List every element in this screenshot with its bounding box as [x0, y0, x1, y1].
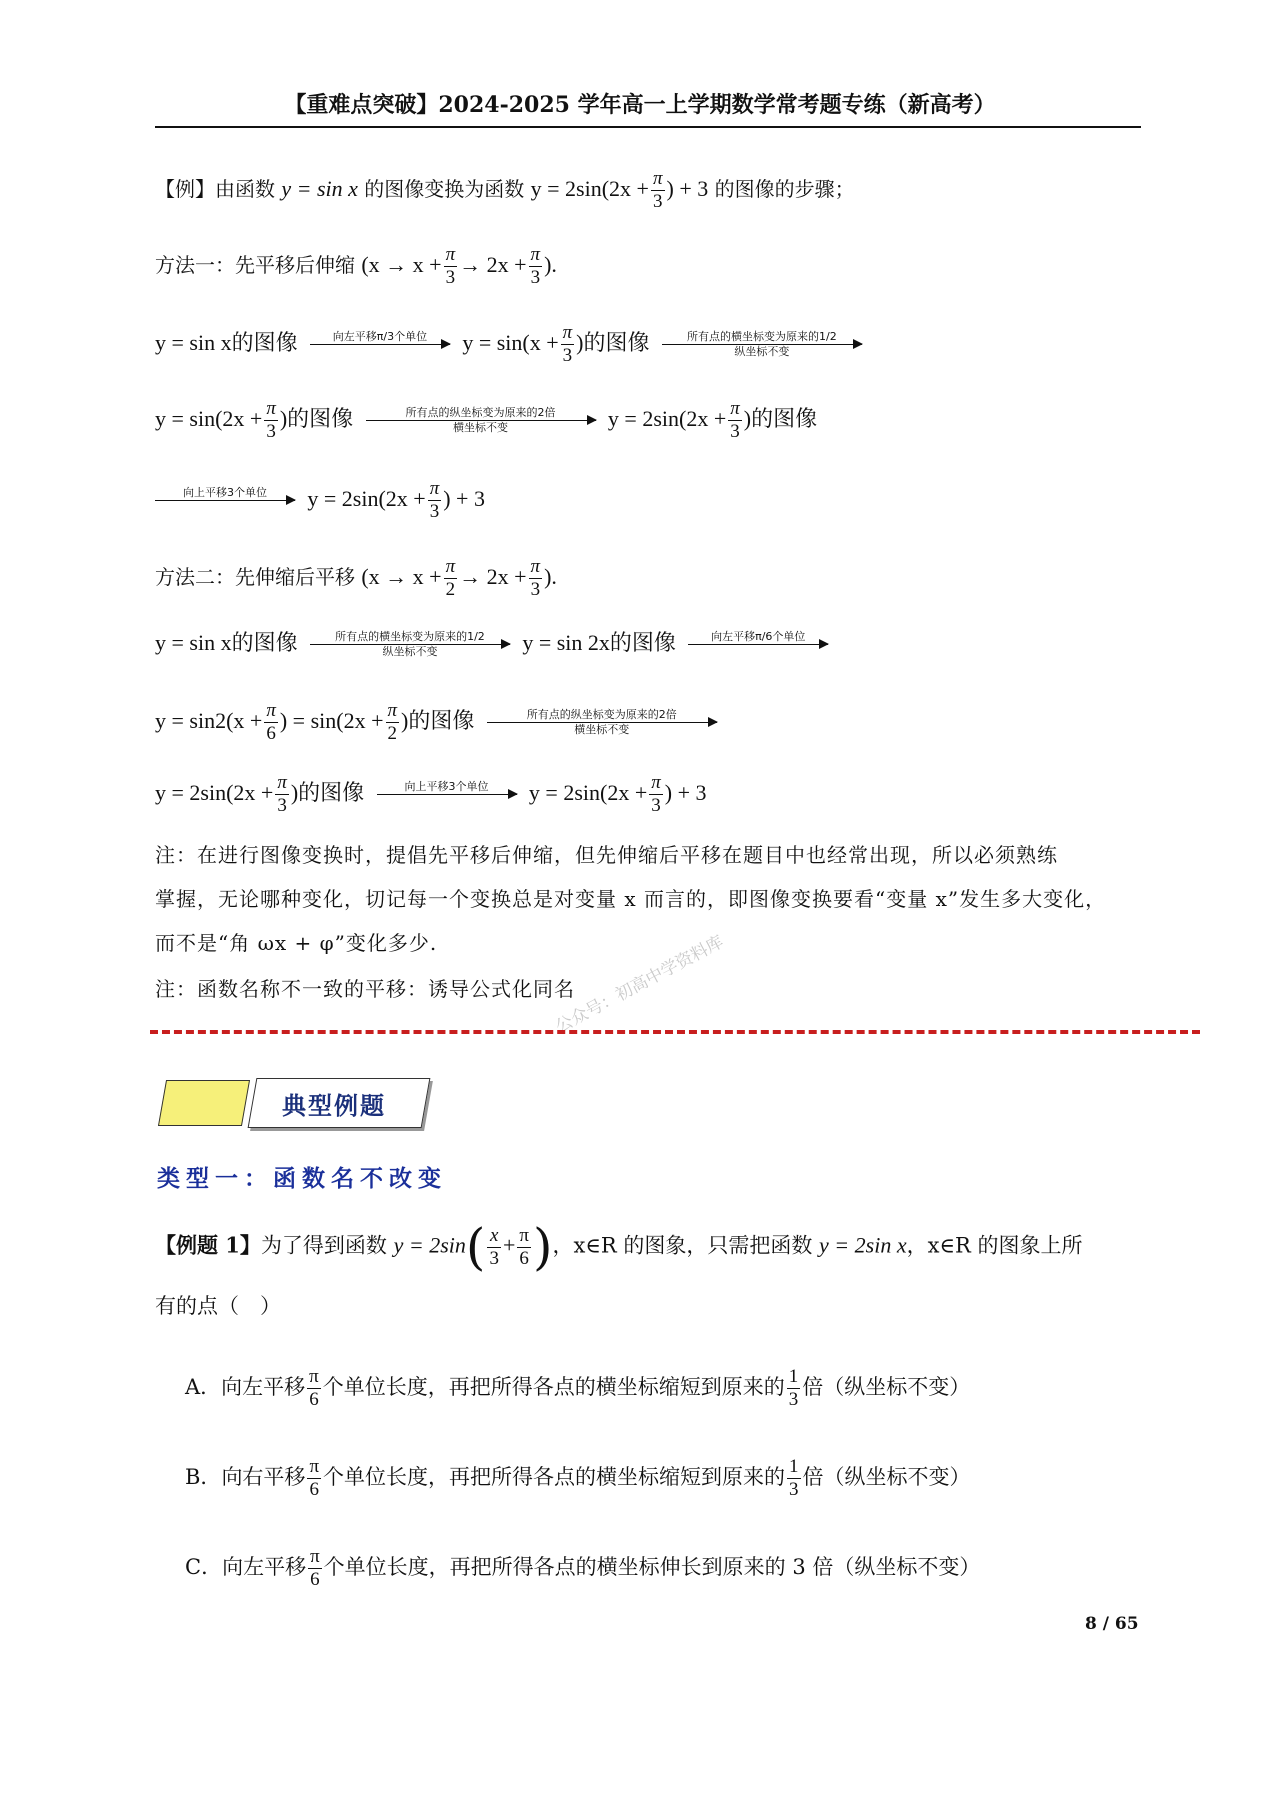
example-prefix: 【例】由函数: [155, 177, 275, 201]
option-c[interactable]: C．向左平移 $\frac{\pi}{6}$ 个单位长度，再把所得各点的横坐标伸长到原来的 3 倍（纵坐标不变）: [185, 1546, 981, 1590]
method2-step2: y = sin2(x + $\frac{\pi}{6}$ ) = sin(2x + $\frac{\pi}{2}$ )的图像 所有点的纵坐标变为原来的2倍 横坐标不变: [155, 700, 723, 745]
fraction: $\frac{\pi}{3}$: [445, 244, 456, 288]
fraction: $\frac{\pi}{3}$: [652, 168, 663, 212]
example-mid: 的图像变换为函数: [364, 177, 525, 201]
example-suffix: 的图像的步骤；: [714, 177, 855, 201]
fraction: $\frac{\pi}{2}$: [445, 556, 456, 600]
method2-title: 方法二：先伸缩后平移 (x → x + $\frac{\pi}{2}$ → 2x + $\frac{\pi}{3}$ ).: [155, 556, 557, 600]
fraction: $\frac{\pi}{3}$: [277, 772, 287, 816]
example-f2: y = 2sin(2x +: [530, 176, 649, 201]
method1-title: 方法一：先平移后伸缩 (x → x + $\frac{\pi}{3}$ → 2x + $\frac{\pi}{3}$ ).: [155, 244, 557, 288]
option-a[interactable]: A．向左平移 $\frac{\pi}{6}$ 个单位长度，再把所得各点的横坐标缩短到原来的 $\frac{1}{3}$ 倍（纵坐标不变）: [185, 1366, 971, 1410]
fraction: $\frac{\pi}{6}$: [309, 1366, 319, 1410]
transform-arrow: 所有点的纵坐标变为原来的2倍 横坐标不变: [366, 406, 596, 435]
transform-arrow: 向左平移π/6个单位: [688, 630, 828, 659]
fraction: $\frac{1}{3}$: [788, 1366, 799, 1410]
transform-arrow: 向左平移π/3个单位: [310, 330, 450, 359]
fraction: $\frac{\pi}{6}$: [266, 700, 276, 744]
method1-step1: y = sin x的图像 向左平移π/3个单位 y = sin(x + $\frac{\pi}{3}$ )的图像 所有点的横坐标变为原来的1/2 纵坐标不变: [155, 322, 868, 367]
fraction: $\frac{\pi}{3}$: [651, 772, 661, 816]
fraction: $\frac{\pi}{6}$: [309, 1456, 320, 1500]
page-header: 【重难点突破】2024-2025 学年高一上学期数学常考题专练（新高考）: [284, 92, 996, 118]
question-label: 【例题 1】: [155, 1232, 261, 1258]
example-f1: y = sin x: [281, 176, 358, 201]
fraction: $\frac{\pi}{3}$: [530, 556, 541, 600]
note-2: 注：函数名称不一致的平移：诱导公式化同名: [155, 977, 575, 1001]
fraction: $\frac{\pi}{3}$: [429, 478, 440, 522]
section-divider: [150, 1030, 1200, 1034]
fraction: $\frac{\pi}{6}$: [519, 1224, 529, 1269]
fraction: $\frac{\pi}{6}$: [310, 1546, 320, 1590]
fraction: $\frac{\pi}{3}$: [730, 398, 740, 442]
method1-step3: 向上平移3个单位 y = 2sin(2x + $\frac{\pi}{3}$ ) + 3: [155, 478, 485, 523]
method2-step1: y = sin x的图像 所有点的横坐标变为原来的1/2 纵坐标不变 y = sin 2x的图像 向左平移π/6个单位: [155, 630, 834, 659]
method2-step3: y = 2sin(2x + $\frac{\pi}{3}$ )的图像 向上平移3个单位 y = 2sin(2x + $\frac{\pi}{3}$ ) + 3: [155, 772, 707, 816]
note-line-2: 掌握，无论哪种变化，切记每一个变换总是对变量 x 而言的，即图像变换要看“变量 x”发生多大变化，: [155, 887, 1107, 911]
note-line-3: 而不是“角 ωx + φ”变化多少.: [155, 931, 438, 955]
type-title: 类型一：函数名不改变: [157, 1165, 447, 1192]
watermark: 公众号：初高中学资料库: [552, 931, 727, 1038]
fraction: $\frac{\pi}{2}$: [387, 700, 398, 744]
fraction: $\frac{\pi}{3}$: [266, 398, 276, 442]
transform-arrow: 所有点的横坐标变为原来的1/2 纵坐标不变: [662, 330, 862, 359]
transform-arrow: 所有点的横坐标变为原来的1/2 纵坐标不变: [310, 630, 510, 659]
header-rule: [155, 126, 1141, 128]
transform-arrow: 所有点的纵坐标变为原来的2倍 横坐标不变: [487, 708, 717, 737]
question-line-1: 【例题 1】为了得到函数 y = 2sin( $\frac{x}{3}$ + $\frac{\pi}{6}$ )，x∈R 的图象，只需把函数 y = 2sin x，x∈R 的图象上所: [155, 1218, 1083, 1276]
method1-step2: y = sin(2x + $\frac{\pi}{3}$ )的图像 所有点的纵坐标变为原来的2倍 横坐标不变 y = 2sin(2x + $\frac{\pi}{3}$ )的图像: [155, 398, 818, 442]
option-b[interactable]: B．向右平移 $\frac{\pi}{6}$ 个单位长度，再把所得各点的横坐标缩短到原来的 $\frac{1}{3}$ 倍（纵坐标不变）: [185, 1456, 971, 1500]
page-number: 8 / 65: [1085, 1614, 1139, 1634]
banner-tag: [158, 1080, 250, 1126]
question-line-2: 有的点（ ）: [155, 1294, 281, 1318]
fraction: $\frac{\pi}{3}$: [562, 322, 573, 366]
example-line: 【例】由函数 y = sin x 的图像变换为函数 y = 2sin(2x + $\frac{\pi}{3}$ ) + 3 的图像的步骤；: [155, 168, 855, 212]
paren-right: ): [532, 1218, 553, 1276]
paren-left: (: [465, 1218, 486, 1276]
fraction: $\frac{x}{3}$: [489, 1224, 499, 1269]
transform-arrow: 向上平移3个单位: [155, 486, 295, 515]
banner-title: 典型例题: [282, 1091, 386, 1120]
fraction: $\frac{1}{3}$: [789, 1456, 799, 1500]
note-line-1: 注：在进行图像变换时，提倡先平移后伸缩，但先伸缩后平移在题目中也经常出现，所以必须熟练: [155, 843, 1058, 867]
fraction: $\frac{\pi}{3}$: [530, 244, 541, 288]
transform-arrow: 向上平移3个单位: [377, 780, 517, 809]
